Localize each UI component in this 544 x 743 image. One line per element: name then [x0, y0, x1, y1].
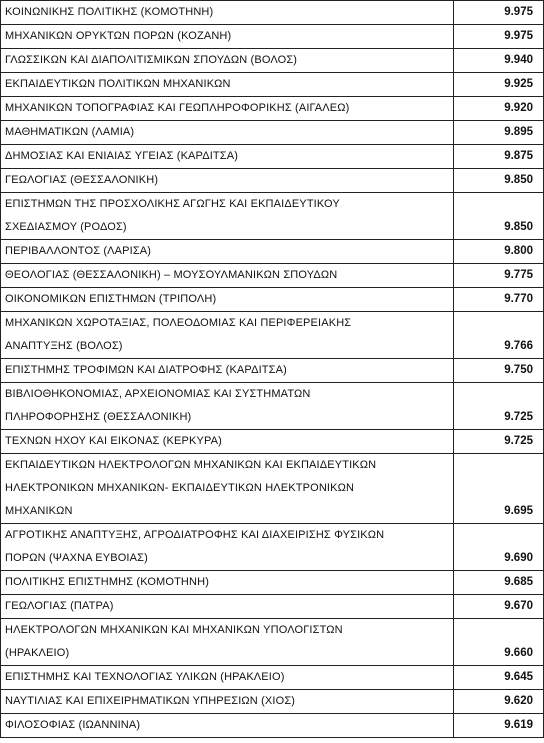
department-name-cell [1, 430, 454, 454]
table-row [1, 1, 544, 25]
table-row [1, 121, 544, 145]
table-row [1, 454, 544, 524]
score-cell: 9.975 [454, 25, 544, 49]
department-name-line: ΕΠΙΣΤΗΜΩΝ ΤΗΣ ΠΡΟΣΧΟΛΙΚΗΣ ΑΓΩΓΗΣ ΚΑΙ ΕΚΠΑΙΔΕΥΤΙΚΟΥ [5, 198, 340, 210]
department-name-cell [1, 690, 454, 714]
department-name-cell [1, 454, 454, 524]
score-cell: 9.850 [454, 169, 544, 193]
department-name-line: ΟΙΚΟΝΟΜΙΚΩΝ ΕΠΙΣΤΗΜΩΝ (ΤΡΙΠΟΛΗ) [5, 293, 217, 305]
department-name-cell [1, 49, 454, 73]
department-name-cell [1, 571, 454, 595]
department-name-line: ΣΧΕΔΙΑΣΜΟΥ (ΡΟΔΟΣ) [5, 221, 127, 233]
table-row [1, 666, 544, 690]
score-cell: 9.725 [454, 383, 544, 430]
department-name-line: ΜΗΧΑΝΙΚΩΝ ΟΡΥΚΤΩΝ ΠΟΡΩΝ (ΚΟΖΑΝΗ) [5, 30, 232, 42]
department-name-cell [1, 169, 454, 193]
department-name-cell [1, 121, 454, 145]
table-row [1, 595, 544, 619]
department-name-cell [1, 312, 454, 359]
department-name-cell [1, 264, 454, 288]
score-cell: 9.770 [454, 288, 544, 312]
table-row [1, 169, 544, 193]
table-row [1, 430, 544, 454]
department-name-cell [1, 73, 454, 97]
department-name-cell [1, 524, 454, 571]
table-row [1, 571, 544, 595]
table-row [1, 359, 544, 383]
score-cell: 9.800 [454, 240, 544, 264]
score-cell: 9.850 [454, 193, 544, 240]
table-row [1, 97, 544, 121]
department-name-line: ΒΙΒΛΙΟΘΗΚΟΝΟΜΙΑΣ, ΑΡΧΕΙΟΝΟΜΙΑΣ ΚΑΙ ΣΥΣΤΗΜΑΤΩΝ [5, 388, 311, 400]
score-cell: 9.725 [454, 430, 544, 454]
score-cell: 9.975 [454, 1, 544, 25]
score-cell: 9.775 [454, 264, 544, 288]
department-name-line: ΕΠΙΣΤΗΜΗΣ ΚΑΙ ΤΕΧΝΟΛΟΓΙΑΣ ΥΛΙΚΩΝ (ΗΡΑΚΛΕΙΟ) [5, 671, 285, 683]
score-cell: 9.925 [454, 73, 544, 97]
score-cell: 9.920 [454, 97, 544, 121]
department-name-line: ΠΕΡΙΒΑΛΛΟΝΤΟΣ (ΛΑΡΙΣΑ) [5, 245, 152, 257]
department-name-line: ΤΕΧΝΩΝ ΗΧΟΥ ΚΑΙ ΕΙΚΟΝΑΣ (ΚΕΡΚΥΡΑ) [5, 435, 222, 447]
table-row [1, 193, 544, 240]
table-row [1, 25, 544, 49]
score-cell: 9.750 [454, 359, 544, 383]
department-name-cell [1, 359, 454, 383]
table-row [1, 524, 544, 571]
table-row [1, 49, 544, 73]
table-row [1, 619, 544, 666]
department-name-line: ΝΑΥΤΙΛΙΑΣ ΚΑΙ ΕΠΙΧΕΙΡΗΜΑΤΙΚΩΝ ΥΠΗΡΕΣΙΩΝ (ΧΙΟΣ) [5, 695, 296, 707]
department-name-cell [1, 145, 454, 169]
department-name-line: ΓΕΩΛΟΓΙΑΣ (ΠΑΤΡΑ) [5, 600, 114, 612]
table-row [1, 383, 544, 430]
score-cell: 9.619 [454, 714, 544, 738]
department-name-line: ΦΙΛΟΣΟΦΙΑΣ (ΙΩΑΝΝΙΝΑ) [5, 719, 141, 731]
table-body [1, 1, 544, 738]
department-name-line: ΜΗΧΑΝΙΚΩΝ ΧΩΡΟΤΑΞΙΑΣ, ΠΟΛΕΟΔΟΜΙΑΣ ΚΑΙ ΠΕΡΙΦΕΡΕΙΑΚΗΣ [5, 317, 352, 329]
department-name-line: ΗΛΕΚΤΡΟΛΟΓΩΝ ΜΗΧΑΝΙΚΩΝ ΚΑΙ ΜΗΧΑΝΙΚΩΝ ΥΠΟΛΟΓΙΣΤΩΝ [5, 624, 343, 636]
department-name-line: ΓΛΩΣΣΙΚΩΝ ΚΑΙ ΔΙΑΠΟΛΙΤΙΣΜΙΚΩΝ ΣΠΟΥΔΩΝ (ΒΟΛΟΣ) [5, 54, 298, 66]
department-name-cell [1, 1, 454, 25]
department-name-cell [1, 666, 454, 690]
department-name-cell [1, 25, 454, 49]
score-cell: 9.620 [454, 690, 544, 714]
table-row [1, 714, 544, 738]
department-name-line: ΕΚΠΑΙΔΕΥΤΙΚΩΝ ΠΟΛΙΤΙΚΩΝ ΜΗΧΑΝΙΚΩΝ [5, 78, 231, 90]
department-name-cell [1, 97, 454, 121]
department-name-line: ΑΓΡΟΤΙΚΗΣ ΑΝΑΠΤΥΞΗΣ, ΑΓΡΟΔΙΑΤΡΟΦΗΣ ΚΑΙ ΔΙΑΧΕΙΡΙΣΗΣ ΦΥΣΙΚΩΝ [5, 529, 385, 541]
score-cell: 9.940 [454, 49, 544, 73]
department-name-line: ΜΗΧΑΝΙΚΩΝ ΤΟΠΟΓΡΑΦΙΑΣ ΚΑΙ ΓΕΩΠΛΗΡΟΦΟΡΙΚΗΣ (ΑΙΓΑΛΕΩ) [5, 102, 350, 114]
table-row [1, 240, 544, 264]
department-name-cell [1, 595, 454, 619]
department-name-line: ΜΗΧΑΝΙΚΩΝ [5, 505, 73, 517]
table-row [1, 690, 544, 714]
department-name-cell [1, 193, 454, 240]
department-name-line: ΚΟΙΝΩΝΙΚΗΣ ΠΟΛΙΤΙΚΗΣ (ΚΟΜΟΤΗΝΗ) [5, 6, 214, 18]
table-row [1, 145, 544, 169]
score-cell: 9.875 [454, 145, 544, 169]
table-row [1, 264, 544, 288]
score-cell: 9.660 [454, 619, 544, 666]
department-name-line: ΓΕΩΛΟΓΙΑΣ (ΘΕΣΣΑΛΟΝΙΚΗ) [5, 174, 159, 186]
table-row [1, 312, 544, 359]
department-name-line: (ΗΡΑΚΛΕΙΟ) [5, 647, 70, 659]
department-name-line: ΘΕΟΛΟΓΙΑΣ (ΘΕΣΣΑΛΟΝΙΚΗ) – ΜΟΥΣΟΥΛΜΑΝΙΚΩΝ ΣΠΟΥΔΩΝ [5, 269, 338, 281]
department-name-cell [1, 383, 454, 430]
score-cell: 9.645 [454, 666, 544, 690]
department-name-line: ΑΝΑΠΤΥΞΗΣ (ΒΟΛΟΣ) [5, 340, 123, 352]
department-name-line: ΕΠΙΣΤΗΜΗΣ ΤΡΟΦΙΜΩΝ ΚΑΙ ΔΙΑΤΡΟΦΗΣ (ΚΑΡΔΙΤΣΑ) [5, 364, 287, 376]
department-name-cell [1, 240, 454, 264]
department-name-line: ΠΟΛΙΤΙΚΗΣ ΕΠΙΣΤΗΜΗΣ (ΚΟΜΟΤΗΝΗ) [5, 576, 210, 588]
department-name-cell [1, 619, 454, 666]
score-cell: 9.685 [454, 571, 544, 595]
department-name-line: ΗΛΕΚΤΡΟΝΙΚΩΝ ΜΗΧΑΝΙΚΩΝ- ΕΚΠΑΙΔΕΥΤΙΚΩΝ ΗΛΕΚΤΡΟΝΙΚΩΝ [5, 482, 355, 494]
score-cell: 9.670 [454, 595, 544, 619]
department-name-line: ΕΚΠΑΙΔΕΥΤΙΚΩΝ ΗΛΕΚΤΡΟΛΟΓΩΝ ΜΗΧΑΝΙΚΩΝ ΚΑΙ ΕΚΠΑΙΔΕΥΤΙΚΩΝ [5, 459, 377, 471]
score-cell: 9.895 [454, 121, 544, 145]
department-name-line: ΠΛΗΡΟΦΟΡΗΣΗΣ (ΘΕΣΣΑΛΟΝΙΚΗ) [5, 411, 192, 423]
score-cell: 9.695 [454, 454, 544, 524]
department-name-line: ΜΑΘΗΜΑΤΙΚΩΝ (ΛΑΜΙΑ) [5, 126, 135, 138]
department-name-cell [1, 288, 454, 312]
department-name-line: ΔΗΜΟΣΙΑΣ ΚΑΙ ΕΝΙΑΙΑΣ ΥΓΕΙΑΣ (ΚΑΡΔΙΤΣΑ) [5, 150, 239, 162]
score-cell: 9.690 [454, 524, 544, 571]
department-name-cell [1, 714, 454, 738]
score-cell: 9.766 [454, 312, 544, 359]
department-name-line: ΠΟΡΩΝ (ΨΑΧΝΑ ΕΥΒΟΙΑΣ) [5, 552, 148, 564]
table-row [1, 288, 544, 312]
table-row [1, 73, 544, 97]
